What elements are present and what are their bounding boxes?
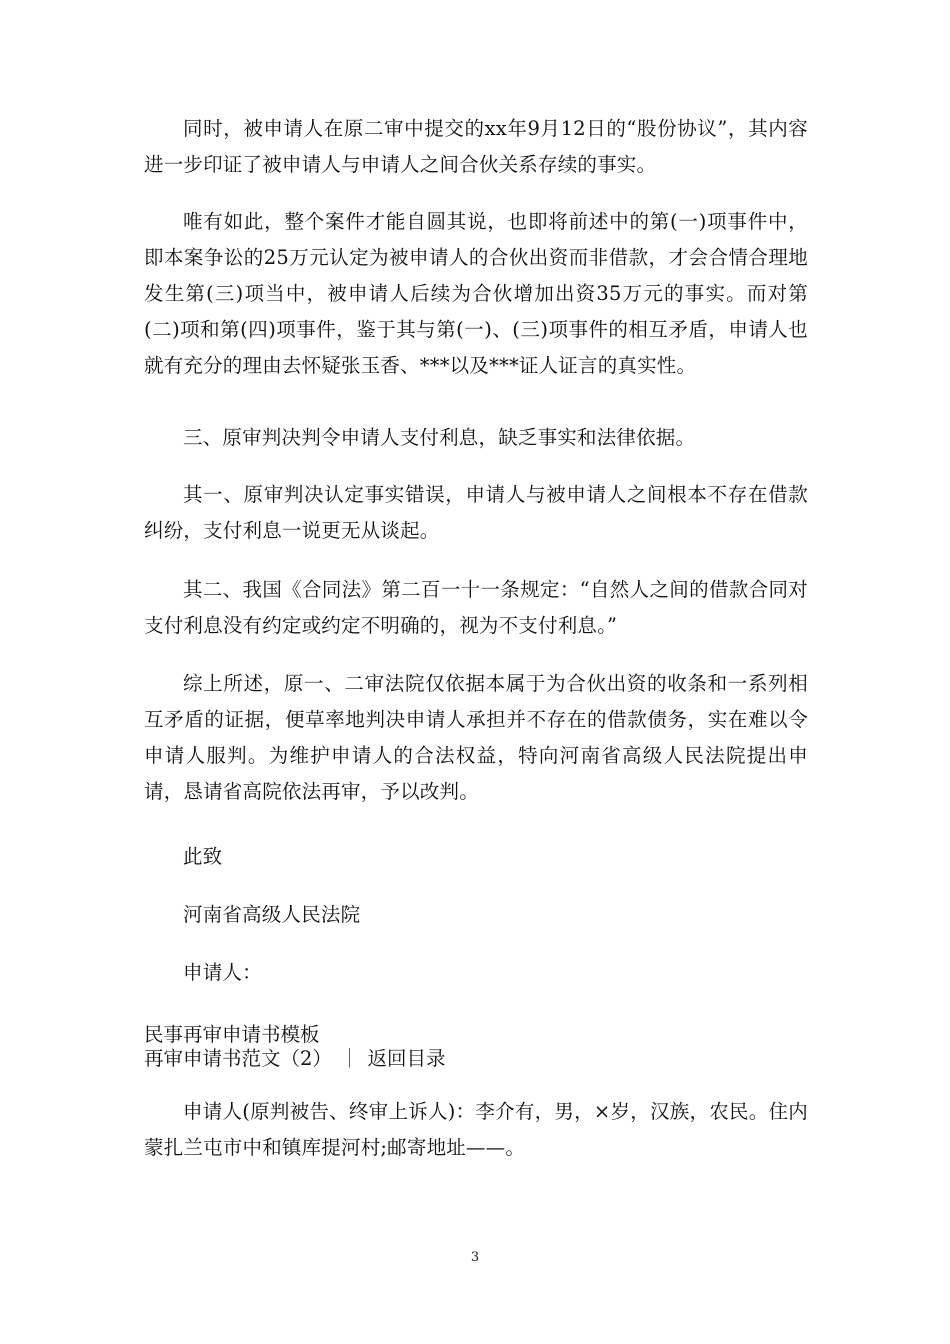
paragraph-applicant-info: 申请人(原判被告、终审上诉人)：李介有，男，×岁，汉族，农民。住内蒙扎兰屯市中和镇库提河村;邮寄地址——。 <box>144 1100 808 1159</box>
paragraph-second-point: 其二、我国《合同法》第二百一十一条规定：“自然人之间的借款合同对支付利息没有约定或约定不明确的，视为不支付利息。” <box>144 578 808 637</box>
nav-line <box>144 1047 808 1071</box>
nav-separator: ｜ <box>339 1047 360 1070</box>
page-number: 3 <box>470 1250 480 1265</box>
court-name: 河南省高级人民法院 <box>183 903 361 926</box>
paragraph-conclusion: 综上所述，原一、二审法院仅依据本属于为合伙出资的收条和一系列相互矛盾的证据，便草率地判决申请人承担并不存在的借款债务，实在难以令申请人服判。为维护申请人的合法权益，特向河南省高级人民法院提出申请，恳请省高院依法再审，予以改判。 <box>144 672 808 803</box>
current-article-title: 再审申请书范文（2） <box>144 1047 332 1070</box>
section-title: 民事再审申请书模板 <box>144 1023 320 1046</box>
paragraph-first-point: 其一、原审判决认定事实错误，申请人与被申请人之间根本不存在借款纠纷，支付利息一说更无从谈起。 <box>144 483 808 542</box>
applicant-signature-label: 申请人： <box>183 961 262 984</box>
back-to-toc-link[interactable]: 返回目录 <box>367 1047 446 1070</box>
salutation-text: 此致 <box>183 845 223 868</box>
paragraph-self-consistency: 唯有如此，整个案件才能自圆其说，也即将前述中的第(一)项事件中，即本案争讼的25万元认定为被申请人的合伙出资而非借款，才会合情合理地发生第(三)项当中，被申请人后续为合伙增加出资35万元的事实。而对第(二)项和第(四)项事件，鉴于其与第(一)、(三)项事件的相互矛盾，申请人也就有充分的理由去怀疑张玉香、***以及***证人证言的真实性。 <box>144 210 808 377</box>
paragraph-section-three-heading: 三、原审判决判令申请人支付利息，缺乏事实和法律依据。 <box>183 426 696 449</box>
paragraph-share-agreement: 同时，被申请人在原二审中提交的xx年9月12日的“股份协议”，其内容进一步印证了被申请人与申请人之间合伙关系存续的事实。 <box>144 117 808 176</box>
